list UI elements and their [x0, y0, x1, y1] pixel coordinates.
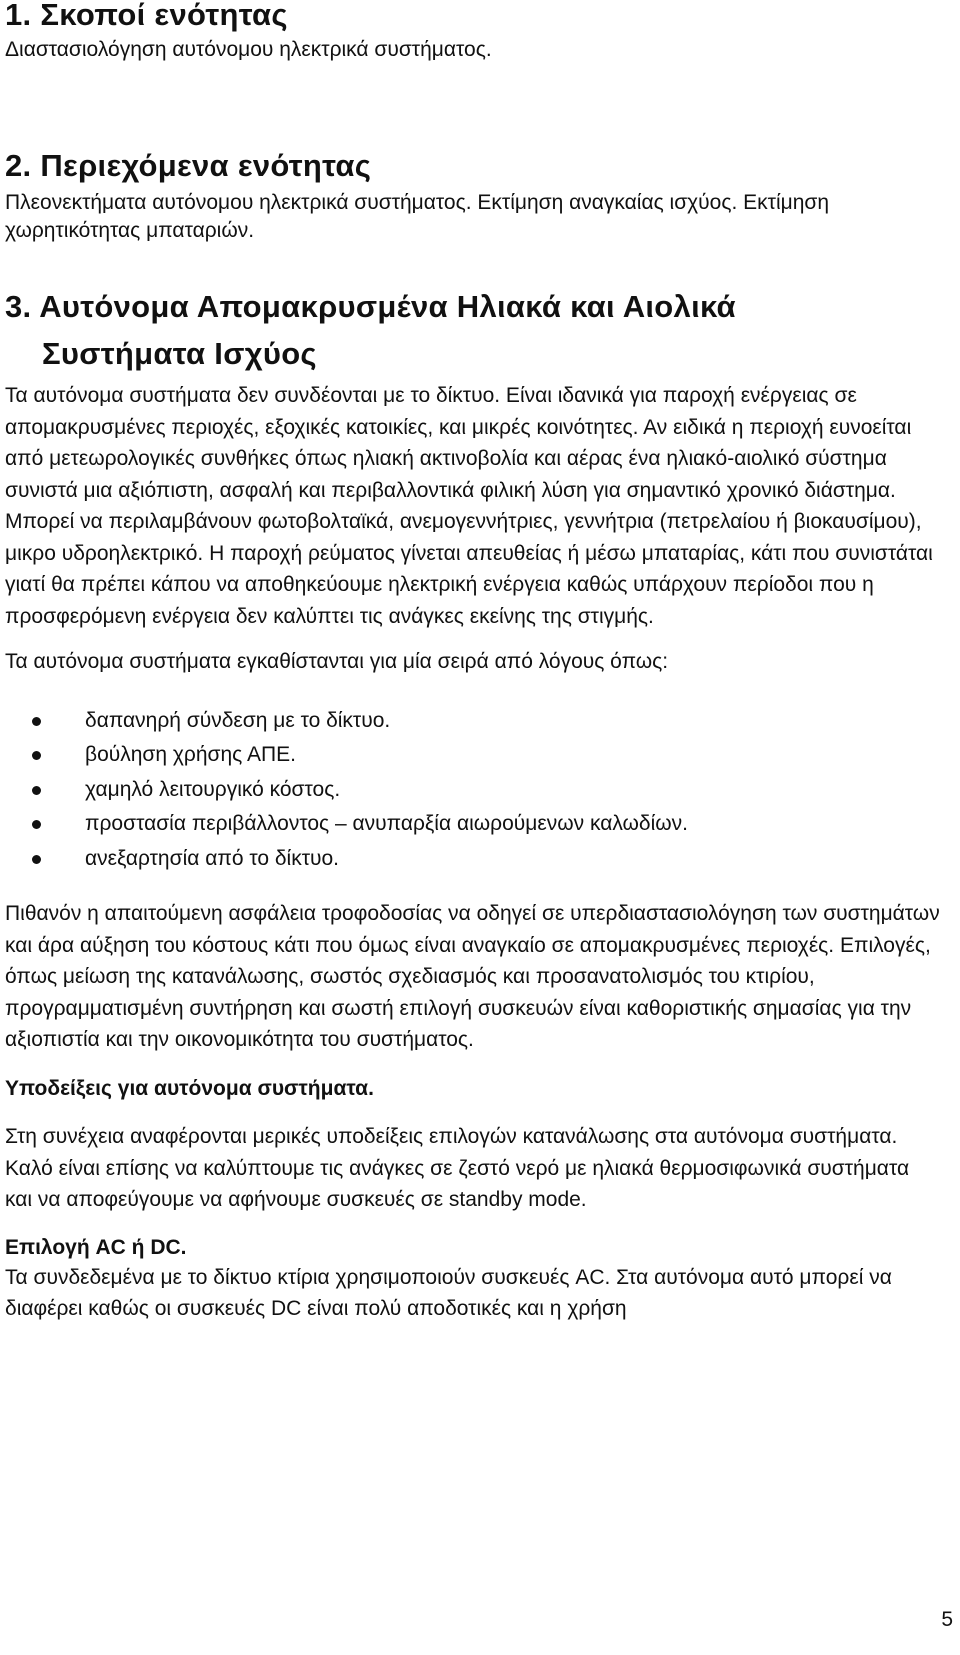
hints-text: Στη συνέχεια αναφέρονται μερικές υποδείξεις επιλογών κατανάλωσης στα αυτόνομα συστήματα. Καλό είναι επίσης να καλύπτουμε τις ανάγκες σε ζεστό νερό με ηλιακά θερμοσιφωνικά συστήματα και να αποφεύγουμε να αφήνουμε συσκευές σε standby mode.	[5, 1125, 910, 1211]
bullet-icon	[32, 820, 41, 829]
bullet-icon	[32, 751, 41, 760]
list-item	[5, 773, 940, 808]
acdc-heading: Επιλογή AC ή DC.	[5, 1235, 187, 1259]
section-3-paragraph-2: Τα αυτόνομα συστήματα εγκαθίστανται για μία σειρά από λόγους όπως:	[5, 650, 669, 673]
section-3-paragraph-3: Πιθανόν η απαιτούμενη ασφάλεια τροφοδοσίας να οδηγεί σε υπερδιαστασιολόγηση των συστημάτων και άρα αύξηση του κόστους κάτι που όμως είναι αναγκαίο σε απομακρυσμένες περιοχές. Επιλογές, όπως μείωση της κατανάλωσης, σωστός σχεδιασμός και προσανατολισμός του κτιρίου, προγραμματισμένη συντήρηση και σωστή επιλογή συσκευών είναι καθοριστικής σημασίας για την αξιοπιστία και την οικονομικότητα του συστήματος.	[5, 902, 940, 1051]
list-item	[5, 704, 940, 739]
reasons-list	[5, 704, 940, 877]
acdc-text: Τα συνδεδεμένα με το δίκτυο κτίρια χρησιμοποιούν συσκευές AC. Στα αυτόνομα αυτό μπορεί να διαφέρει καθώς οι συσκευές DC είναι πολύ αποδοτικές και η χρήση	[5, 1265, 892, 1320]
section-3-paragraph-1: Τα αυτόνομα συστήματα δεν συνδέονται με το δίκτυο. Είναι ιδανικά για παροχή ενέργειας σε απομακρυσμένες περιοχές, εξοχικές κατοικίες, και μικρές κοινότητες. Αν ειδικά η περιοχή ευνοείται από μετεωρολογικές συνθήκες όπως ηλιακή ακτινοβολία και αέρας ένα ηλιακό-αιολικό σύστημα συνιστά μια αξιόπιστη, ασφαλή και περιβαλλοντικά φιλική λύση για σημαντικό χρονικό διάστημα. Μπορεί να περιλαμβάνουν φωτοβολταϊκά, ανεμογεννήτριες, γεννήτρια (πετρελαίου ή βιοκαυσίμου), μικρο υδροηλεκτρικό. Η παροχή ρεύματος γίνεται απευθείας ή μέσω μπαταρίας, κάτι που συνιστάται γιατί θα πρέπει κάπου να αποθηκεύουμε ηλεκτρική ενέργεια καθώς υπάρχουν περίοδοι που η προσφερόμενη ενέργεια δεν καλύπτει τις ανάγκες εκείνης της στιγμής.	[5, 384, 933, 628]
section-3-heading: 3. Αυτόνομα Απομακρυσμένα Ηλιακά και Αιολικά Συστήματα Ισχύος	[5, 289, 736, 371]
section-1-text: Διαστασιολόγηση αυτόνομου ηλεκτρικά συστήματος.	[5, 38, 492, 61]
hints-heading: Υποδείξεις για αυτόνομα συστήματα.	[5, 1076, 374, 1100]
list-item-text: ανεξαρτησία από το δίκτυο.	[85, 846, 340, 870]
list-item-text: βούληση χρήσης ΑΠΕ.	[85, 743, 296, 766]
bullet-icon	[32, 855, 41, 864]
bullet-icon	[32, 717, 41, 726]
page-number: 5	[941, 1608, 953, 1631]
section-2-text: Πλεονεκτήματα αυτόνομου ηλεκτρικά συστήματος. Εκτίμηση αναγκαίας ισχύος. Εκτίμηση χωρητικότητας μπαταριών.	[5, 191, 830, 242]
list-item-text: δαπανηρή σύνδεση με το δίκτυο.	[85, 708, 391, 732]
bullet-icon	[32, 786, 41, 795]
list-item-text: προστασία περιβάλλοντος – ανυπαρξία αιωρούμενων καλωδίων.	[85, 812, 689, 835]
section-1-heading: 1. Σκοποί ενότητας	[5, 0, 288, 32]
list-item	[5, 807, 940, 842]
list-item-text: χαμηλό λειτουργικό κόστος.	[85, 777, 341, 801]
section-2-heading: 2. Περιεχόμενα ενότητας	[5, 148, 372, 183]
list-item	[5, 738, 940, 773]
document-page	[5, 0, 940, 1325]
list-item	[5, 842, 940, 877]
